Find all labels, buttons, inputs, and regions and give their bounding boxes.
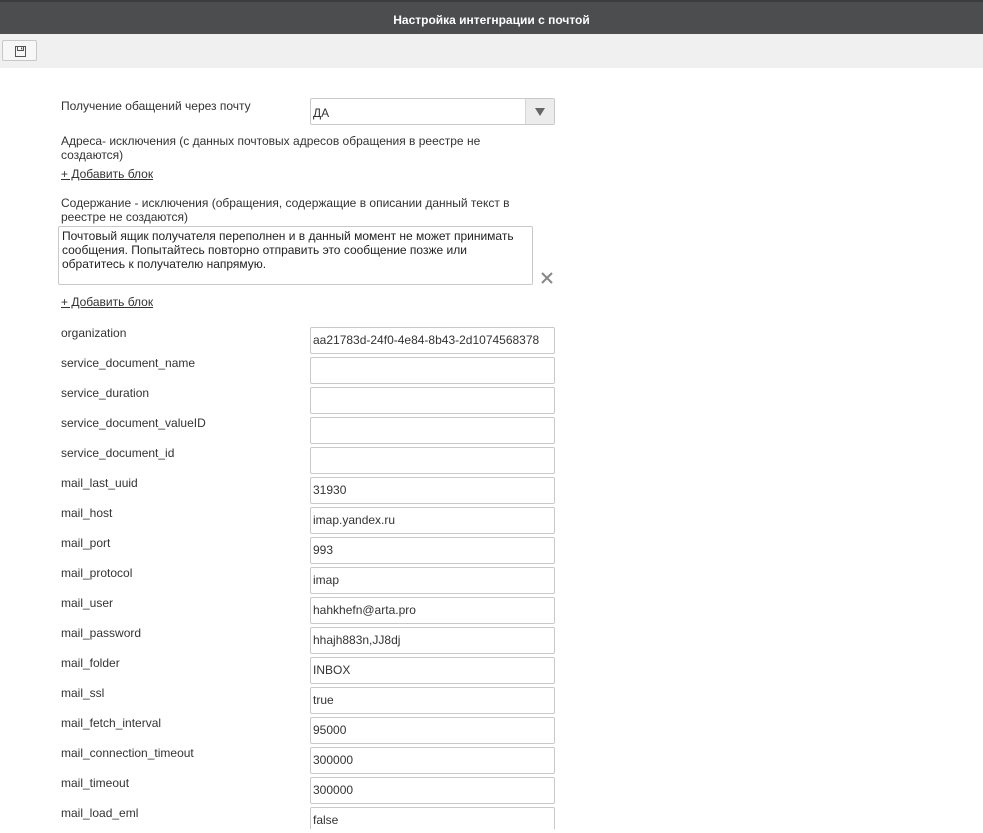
- mail-host-input[interactable]: imap.yandex.ru: [310, 507, 555, 534]
- field-label: mail_ssl: [61, 686, 105, 700]
- field-label: mail_load_eml: [61, 806, 139, 820]
- field-label: mail_host: [61, 506, 113, 520]
- mail-folder-input[interactable]: INBOX: [310, 657, 555, 684]
- mail-password-input[interactable]: hhajh883n,JJ8dj: [310, 627, 555, 654]
- service-document-name-input[interactable]: [310, 357, 555, 384]
- service-document-valueid-input[interactable]: [310, 417, 555, 444]
- field-label: service_duration: [61, 386, 150, 400]
- service-duration-input[interactable]: [310, 387, 555, 414]
- service-document-id-input[interactable]: [310, 447, 555, 474]
- remove-block-button[interactable]: [540, 271, 554, 285]
- field-label: mail_folder: [61, 656, 120, 670]
- mail-port-input[interactable]: 993: [310, 537, 555, 564]
- toolbar: [0, 34, 983, 68]
- field-label: mail_protocol: [61, 566, 133, 580]
- field-label: mail_fetch_interval: [61, 716, 162, 730]
- close-icon: [540, 271, 554, 285]
- field-label: mail_user: [61, 596, 114, 610]
- organization-input[interactable]: aa21783d-24f0-4e84-8b43-2d1074568378: [310, 327, 555, 354]
- mail-protocol-input[interactable]: imap: [310, 567, 555, 594]
- mail-load-eml-input[interactable]: false: [310, 807, 555, 829]
- field-label: mail_password: [61, 626, 142, 640]
- add-address-block-link[interactable]: + Добавить блок: [61, 167, 154, 181]
- exclusion-addresses-label-line2: создаются): [61, 148, 124, 162]
- mail-connection-timeout-input[interactable]: 300000: [310, 747, 555, 774]
- save-button[interactable]: [2, 40, 37, 61]
- field-label: service_document_name: [61, 356, 196, 370]
- exclusion-content-textarea[interactable]: Почтовый ящик получателя переполнен и в данный момент не может принимать сообщения. Попытайтесь повторно отправить это сообщение позже или обратитесь к получателю напрямую.: [58, 226, 533, 285]
- exclusion-addresses-label-line1: Адреса- исключения (с данных почтовых адресов обращения в реестре не: [61, 134, 481, 148]
- receive-select[interactable]: [310, 98, 555, 125]
- add-content-block-link[interactable]: + Добавить блок: [61, 295, 154, 309]
- floppy-disk-icon: [15, 46, 26, 57]
- mail-last-uuid-input[interactable]: 31930: [310, 477, 555, 504]
- field-label: mail_timeout: [61, 776, 130, 790]
- field-label: mail_connection_timeout: [61, 746, 194, 760]
- mail-ssl-input[interactable]: true: [310, 687, 555, 714]
- field-label: service_document_valueID: [61, 416, 206, 430]
- dropdown-button[interactable]: [525, 99, 554, 124]
- field-label: organization: [61, 326, 127, 340]
- mail-fetch-interval-input[interactable]: 95000: [310, 717, 555, 744]
- window-title: Настройка интегнрации с почтой: [0, 0, 983, 34]
- exclusion-content-label-line1: Содержание - исключения (обращения, содержащие в описании данный текст в: [61, 196, 510, 210]
- mail-user-input[interactable]: hahkhefn@arta.pro: [310, 597, 555, 624]
- mail-timeout-input[interactable]: 300000: [310, 777, 555, 804]
- field-label: mail_last_uuid: [61, 476, 138, 490]
- field-label: mail_port: [61, 536, 111, 550]
- triangle-down-icon: [535, 108, 545, 116]
- field-label: service_document_id: [61, 446, 175, 460]
- receive-select-value: ДА: [313, 106, 330, 120]
- exclusion-content-label-line2: реестре не создаются): [61, 210, 189, 224]
- receive-label: Получение обащений через почту: [61, 99, 251, 113]
